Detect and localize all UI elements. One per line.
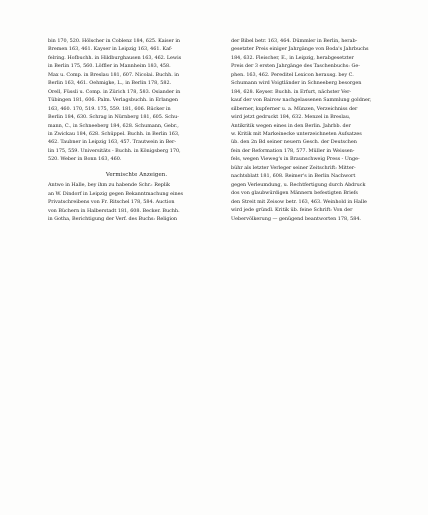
index-line: in Gotha, Berichtigung der Verf. des Buchs: Religion — [48, 216, 178, 223]
index-line: üb. den 2n Bd seiner neuern Gesch. der Deutschen — [231, 139, 357, 146]
index-line: lin 175, 559. Universitäts - Buchh. in Königsberg 170, — [48, 147, 181, 154]
index-line: Uebervölkerung — genügend beantworten 178, 584. — [231, 215, 361, 222]
index-line: in Berlin 175, 560. Löffler in Mannheim 183, 458. — [48, 63, 171, 70]
index-line: Preis der 3 ersten Jahrgänge des Taschenbuchs: Ge- — [231, 63, 360, 70]
index-line: an W. Dindorf in Leipzig gegen Bekanntmachung eines — [48, 190, 184, 197]
index-line: Berlin 184, 630. Schrag in Nürnberg 181, 605. Schu- — [48, 114, 179, 121]
index-line: 462. Taubner in Leipzig 163, 457. Trautwein in Ber- — [48, 139, 176, 146]
index-line: Max u. Comp. in Breslau 181, 607. Nicolai. Buchh. in — [48, 71, 179, 78]
index-line: fels, wegen Vieweg's in Braunschweig Press - Unge- — [231, 156, 360, 163]
index-line: Antwo in Halle, bey ihm zu habende Schr.: Replik — [48, 182, 170, 189]
index-line: gesetzter Preis einiger Jahrgänge von Boda's Jahrbuchs — [231, 46, 369, 53]
index-line: 184, 632. Fleischer, E., in Leipzig, herabgesetzter — [231, 54, 354, 61]
index-line: gegen Verleumdung, u. Rechtfertigung durch Abdruck — [231, 181, 366, 188]
index-line: phen. 163, 462. Pereditel Lexicon herausg. bey C. — [231, 71, 354, 78]
index-line: wird jetzt gedruckt 184, 632. Menzel in Breslau, — [231, 114, 351, 121]
section-heading: Vermischte Anzeigen. — [105, 171, 168, 178]
index-line: Antikritik wegen eines in den Berlin. Jahrbb. der — [231, 122, 351, 129]
index-line: kauf der von Bairow nachgelassenen Sammlung goldner, — [231, 97, 372, 104]
left-column — [48, 37, 225, 224]
index-line: Berlin 163, 461. Oehmigke, L., in Berlin 178, 582. — [48, 80, 172, 87]
index-line: fein der Reformation 178, 577. Müller in Weissen- — [231, 147, 355, 154]
index-line: dos von glaubwürdigen Männern befestigten Briefs — [231, 190, 358, 197]
index-line: Privatschreibens von Fr. Ritschel 178, 584. Auction — [48, 199, 175, 206]
index-line: w. Kritik mit Markeinecke unterzeichneten Aufsatzes — [231, 130, 362, 137]
index-line: Tübingen 181, 606. Palm. Verlagsbuchh. in Erlangen — [48, 97, 179, 104]
index-line: den Streit mit Zeisow betr. 163, 463. Weinhold in Halle — [231, 198, 367, 205]
index-line: mann, C., in Schneeberg 184, 628. Schumann, Gebr., — [48, 122, 179, 129]
index-line: bin 170, 520. Hölscher in Coblenz 184, 625. Kaiser in — [48, 38, 181, 44]
index-line: 163, 460. 170, 519. 175, 559. 181, 606. Rücker in — [48, 105, 171, 112]
right-column — [231, 37, 411, 223]
index-line: nachtsblatt 181, 608. Reimer's in Berlin Nachwort — [231, 173, 356, 180]
index-line: Schumann wird Voigtländer in Schneeberg besorgen — [231, 80, 362, 87]
index-line: bühr als letzter Verleger seiner Zeitschrift: Mitter- — [231, 164, 356, 171]
index-line: Bremen 163, 461. Kayser in Leipzig 163, 461. Kaf- — [48, 46, 173, 53]
index-line: wird jede gründl. Kritik üb. feine Schrift: Von der — [231, 207, 353, 214]
index-line: silberner, kupferner u. a. Münzen, Verzeichniss der — [231, 105, 358, 112]
index-line: Orell, Füssli u. Comp. in Zürich 178, 583. Osiander in — [48, 88, 181, 95]
index-line: 520. Weber in Bonn 163, 460. — [48, 156, 122, 163]
index-line: 184, 628. Keyser. Buchh. in Erfurt, nächster Ver- — [231, 88, 352, 95]
index-line: in Zwickau 184, 628. Schüppel. Buchh. in Berlin 163, — [48, 130, 180, 137]
index-line: von Büchern in Halberstadt 181, 608. Becker. Buchh. — [48, 207, 180, 214]
index-line: felring. Hofbuchh. in Hildburghausen 163, 462. Lewis — [48, 54, 182, 61]
index-line: der Bibel betr. 163, 464. Dümmler in Berlin, herab- — [231, 38, 358, 44]
